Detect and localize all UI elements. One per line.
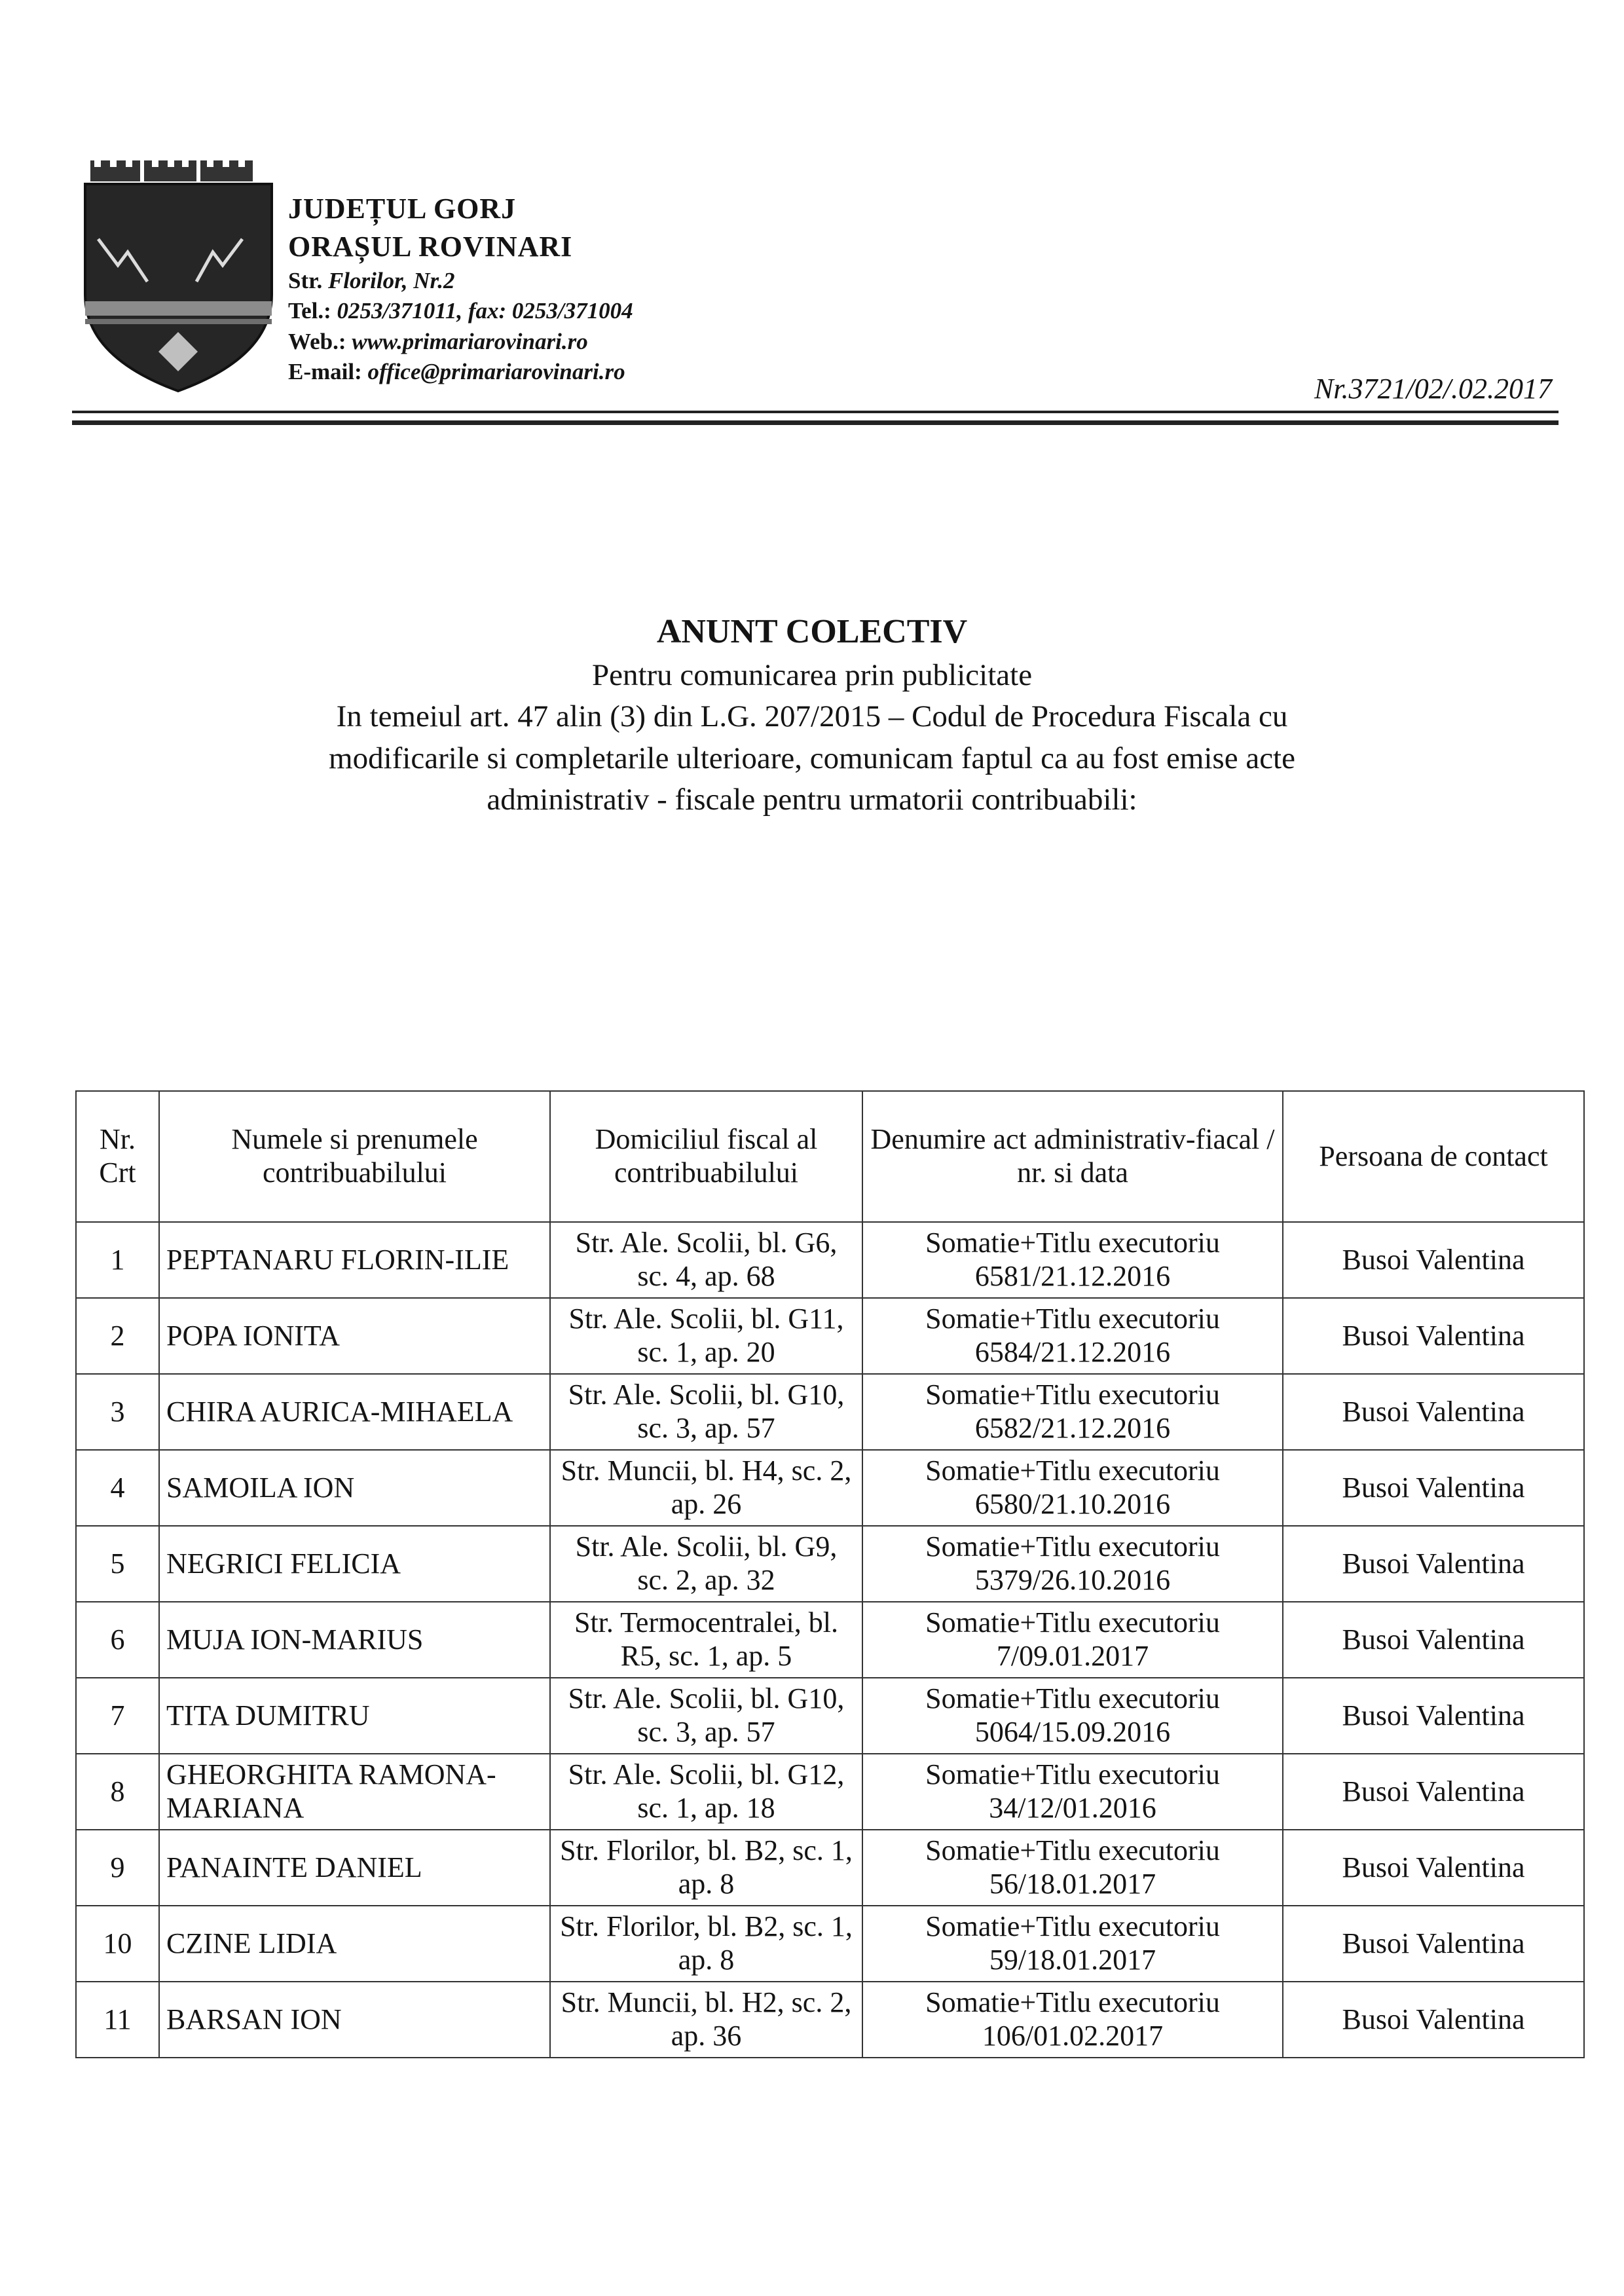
cell-nr: 3 [76, 1374, 159, 1450]
col-header-address: Domiciliul fiscal al contribuabilului [550, 1091, 862, 1222]
table-row [76, 1298, 1584, 1374]
county-name: JUDEȚUL GORJ [288, 193, 517, 225]
cell-act: Somatie+Titlu executoriu 34/12/01.2016 [862, 1754, 1283, 1830]
table-row [76, 1982, 1584, 2058]
cell-contact: Busoi Valentina [1283, 1298, 1584, 1374]
table-row [76, 1526, 1584, 1602]
cell-nr: 2 [76, 1298, 159, 1374]
cell-nr: 6 [76, 1602, 159, 1678]
cell-name: BARSAN ION [159, 1982, 550, 2058]
cell-nr: 11 [76, 1982, 159, 2058]
cell-contact: Busoi Valentina [1283, 1602, 1584, 1678]
table-row [76, 1374, 1584, 1450]
cell-address: Str. Ale. Scolii, bl. G10, sc. 3, ap. 57 [550, 1678, 862, 1754]
cell-nr: 8 [76, 1754, 159, 1830]
cell-address: Str. Florilor, bl. B2, sc. 1, ap. 8 [550, 1906, 862, 1982]
table-row [76, 1754, 1584, 1830]
address-line [288, 266, 633, 296]
cell-act: Somatie+Titlu executoriu 5064/15.09.2016 [862, 1678, 1283, 1754]
table-header-row [76, 1091, 1584, 1222]
cell-address: Str. Florilor, bl. B2, sc. 1, ap. 8 [550, 1830, 862, 1906]
notice-line: Pentru comunicarea prin publicitate [591, 658, 1033, 692]
notice-line: administrativ - fiscale pentru urmatorii contribuabili: [487, 783, 1137, 817]
cell-name: CZINE LIDIA [159, 1906, 550, 1982]
cell-name: GHEORGHITA RAMONA-MARIANA [159, 1754, 550, 1830]
registration-number: Nr.3721/02/.02.2017 [1314, 373, 1552, 405]
email-line [288, 357, 633, 387]
cell-nr: 5 [76, 1526, 159, 1602]
table-row [76, 1906, 1584, 1982]
cell-contact: Busoi Valentina [1283, 1830, 1584, 1906]
cell-act: Somatie+Titlu executoriu 59/18.01.2017 [862, 1906, 1283, 1982]
cell-address: Str. Ale. Scolii, bl. G11, sc. 1, ap. 20 [550, 1298, 862, 1374]
phone-line [288, 296, 633, 326]
cell-name: NEGRICI FELICIA [159, 1526, 550, 1602]
cell-contact: Busoi Valentina [1283, 1526, 1584, 1602]
header-divider-thick [72, 420, 1559, 425]
cell-name: PANAINTE DANIEL [159, 1830, 550, 1906]
cell-contact: Busoi Valentina [1283, 1754, 1584, 1830]
cell-act: Somatie+Titlu executoriu 6581/21.12.2016 [862, 1222, 1283, 1298]
web-line [288, 327, 633, 357]
notice-line: In temeiul art. 47 alin (3) din L.G. 207/2015 – Codul de Procedura Fiscala cu [336, 699, 1288, 734]
cell-contact: Busoi Valentina [1283, 1982, 1584, 2058]
table-row [76, 1450, 1584, 1526]
col-header-nr: Nr. Crt [76, 1091, 159, 1222]
cell-act: Somatie+Titlu executoriu 7/09.01.2017 [862, 1602, 1283, 1678]
cell-contact: Busoi Valentina [1283, 1906, 1584, 1982]
cell-address: Str. Muncii, bl. H2, sc. 2, ap. 36 [550, 1982, 862, 2058]
web-label: Web.: [288, 328, 346, 354]
taxpayers-table [75, 1090, 1585, 2058]
table-row [76, 1830, 1584, 1906]
street-label: Str. [288, 268, 323, 294]
cell-nr: 9 [76, 1830, 159, 1906]
cell-name: POPA IONITA [159, 1298, 550, 1374]
table-row [76, 1602, 1584, 1678]
header-divider [72, 411, 1559, 413]
cell-act: Somatie+Titlu executoriu 106/01.02.2017 [862, 1982, 1283, 2058]
cell-act: Somatie+Titlu executoriu 6584/21.12.2016 [862, 1298, 1283, 1374]
cell-nr: 10 [76, 1906, 159, 1982]
notice-title: ANUNT COLECTIV [656, 613, 968, 650]
web-value: www.primariarovinari.ro [352, 328, 588, 354]
email-value: office@primariarovinari.ro [367, 358, 625, 384]
cell-nr: 1 [76, 1222, 159, 1298]
cell-act: Somatie+Titlu executoriu 6580/21.10.2016 [862, 1450, 1283, 1526]
cell-act: Somatie+Titlu executoriu 6582/21.12.2016 [862, 1374, 1283, 1450]
coat-of-arms-icon [72, 160, 285, 393]
cell-address: Str. Ale. Scolii, bl. G6, sc. 4, ap. 68 [550, 1222, 862, 1298]
email-label: E-mail: [288, 358, 362, 384]
town-name: ORAȘUL ROVINARI [288, 231, 573, 263]
cell-contact: Busoi Valentina [1283, 1222, 1584, 1298]
cell-nr: 4 [76, 1450, 159, 1526]
cell-address: Str. Muncii, bl. H4, sc. 2, ap. 26 [550, 1450, 862, 1526]
table-row [76, 1222, 1584, 1298]
col-header-name: Numele si prenumele contribuabilului [159, 1091, 550, 1222]
table-row [76, 1678, 1584, 1754]
letterhead [72, 160, 1559, 435]
tel-label: Tel.: [288, 298, 331, 324]
cell-contact: Busoi Valentina [1283, 1678, 1584, 1754]
cell-name: TITA DUMITRU [159, 1678, 550, 1754]
col-header-contact: Persoana de contact [1283, 1091, 1584, 1222]
cell-name: SAMOILA ION [159, 1450, 550, 1526]
cell-address: Str. Ale. Scolii, bl. G9, sc. 2, ap. 32 [550, 1526, 862, 1602]
cell-address: Str. Termocentralei, bl. R5, sc. 1, ap. 5 [550, 1602, 862, 1678]
cell-address: Str. Ale. Scolii, bl. G12, sc. 1, ap. 18 [550, 1754, 862, 1830]
cell-act: Somatie+Titlu executoriu 5379/26.10.2016 [862, 1526, 1283, 1602]
notice [164, 612, 1460, 821]
tel-value: 0253/371011, fax: 0253/371004 [337, 298, 633, 324]
cell-contact: Busoi Valentina [1283, 1450, 1584, 1526]
cell-act: Somatie+Titlu executoriu 56/18.01.2017 [862, 1830, 1283, 1906]
cell-name: MUJA ION-MARIUS [159, 1602, 550, 1678]
street-value: Florilor, Nr.2 [327, 268, 455, 294]
cell-nr: 7 [76, 1678, 159, 1754]
cell-name: CHIRA AURICA-MIHAELA [159, 1374, 550, 1450]
cell-name: PEPTANARU FLORIN-ILIE [159, 1222, 550, 1298]
col-header-act: Denumire act administrativ-fiacal / nr. si data [862, 1091, 1283, 1222]
cell-contact: Busoi Valentina [1283, 1374, 1584, 1450]
cell-address: Str. Ale. Scolii, bl. G10, sc. 3, ap. 57 [550, 1374, 862, 1450]
notice-line: modificarile si completarile ulterioare, comunicam faptul ca au fost emise acte [329, 741, 1295, 775]
